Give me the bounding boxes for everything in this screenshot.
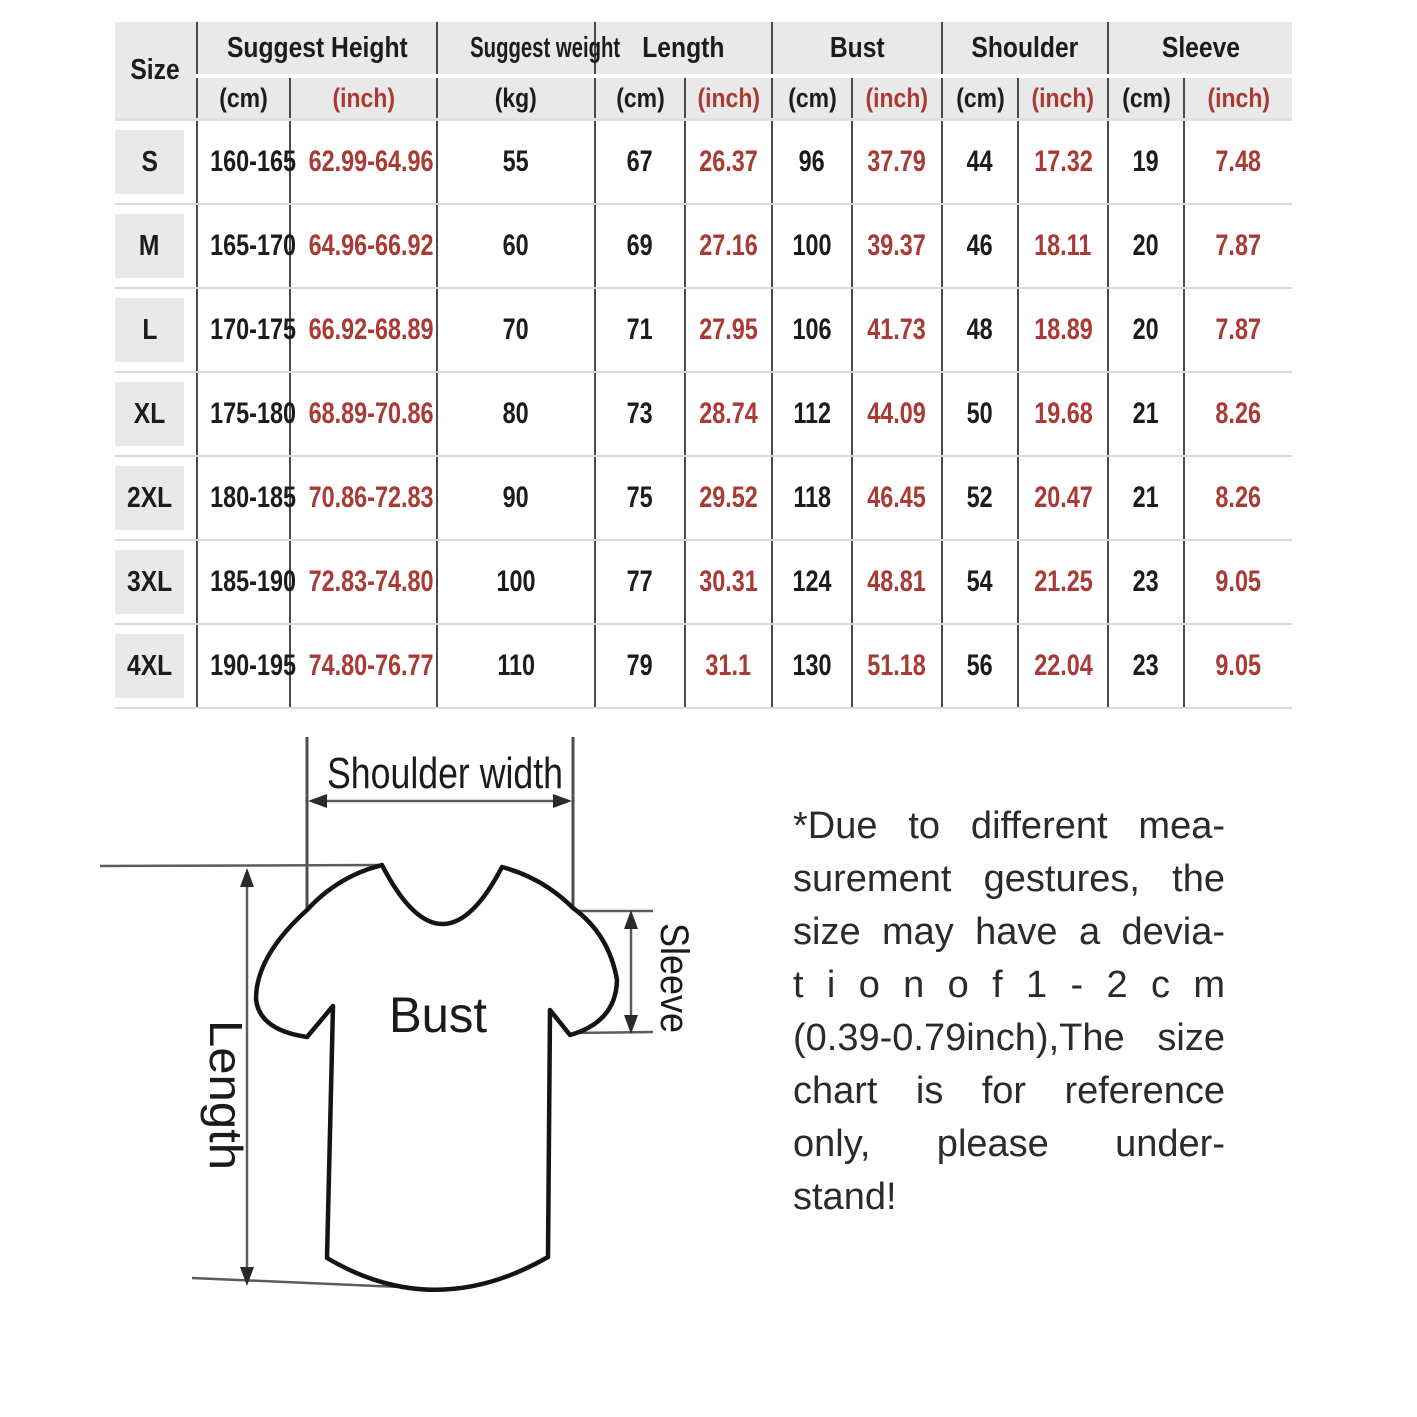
col-size: Size — [115, 22, 197, 120]
cell-shoulder_cm: 54 — [942, 540, 1018, 624]
cell-shoulder_inch: 18.89 — [1018, 288, 1108, 372]
note-line: chart is for reference — [793, 1070, 1225, 1112]
size-cell — [115, 624, 197, 708]
cell-length_inch: 28.74 — [685, 372, 772, 456]
cell-height_cm: 170-175 — [197, 288, 290, 372]
cell-bust_cm: 130 — [772, 624, 852, 708]
unit-bust-cm: (cm) — [772, 76, 852, 120]
table-body — [115, 120, 1292, 709]
cell-sleeve_inch: 7.48 — [1184, 120, 1292, 205]
cell-length_cm: 75 — [595, 456, 685, 540]
shoulder-arrowhead-left — [308, 794, 327, 808]
cell-height_cm: 185-190 — [197, 540, 290, 624]
note-line: size may have a devia- — [793, 911, 1225, 953]
size-label: 2XL — [115, 466, 184, 530]
size-cell — [115, 288, 197, 372]
cell-sleeve_cm: 19 — [1108, 120, 1184, 205]
cell-bust_cm: 124 — [772, 540, 852, 624]
cell-sleeve_inch: 8.26 — [1184, 456, 1292, 540]
cell-weight_kg: 60 — [437, 204, 595, 288]
cell-weight_kg: 80 — [437, 372, 595, 456]
cell-height_cm: 165-170 — [197, 204, 290, 288]
size-cell — [115, 372, 197, 456]
note-line: t i o n o f 1 - 2 c m — [793, 964, 1225, 1006]
cell-shoulder_inch: 21.25 — [1018, 540, 1108, 624]
bust-label: Bust — [389, 987, 488, 1043]
cell-bust_cm: 106 — [772, 288, 852, 372]
cell-shoulder_inch: 20.47 — [1018, 456, 1108, 540]
size-label: XL — [115, 382, 184, 446]
cell-bust_cm: 112 — [772, 372, 852, 456]
note-line: surement gestures, the — [793, 858, 1225, 900]
cell-weight_kg: 70 — [437, 288, 595, 372]
cell-weight_kg: 110 — [437, 624, 595, 708]
cell-sleeve_cm: 20 — [1108, 204, 1184, 288]
unit-shoulder-cm: (cm) — [942, 76, 1018, 120]
cell-length_inch: 31.1 — [685, 624, 772, 708]
note-line: only, please under- — [793, 1123, 1225, 1165]
col-bust: Bust — [772, 22, 942, 76]
unit-header-row — [115, 76, 1292, 120]
cell-length_inch: 29.52 — [685, 456, 772, 540]
length-top-ref-line — [100, 865, 380, 866]
note-line: *Due to different mea- — [793, 805, 1225, 847]
cell-height_cm: 180-185 — [197, 456, 290, 540]
unit-weight-kg: (kg) — [437, 76, 595, 120]
size-label: M — [115, 214, 184, 278]
cell-bust_inch: 41.73 — [852, 288, 942, 372]
cell-length_inch: 27.95 — [685, 288, 772, 372]
cell-shoulder_cm: 56 — [942, 624, 1018, 708]
cell-length_inch: 27.16 — [685, 204, 772, 288]
col-length: Length — [595, 22, 772, 76]
cell-height_cm: 190-195 — [197, 624, 290, 708]
cell-sleeve_cm: 21 — [1108, 372, 1184, 456]
cell-height_inch: 64.96-66.92 — [290, 204, 437, 288]
cell-sleeve_inch: 7.87 — [1184, 204, 1292, 288]
cell-bust_cm: 96 — [772, 120, 852, 205]
cell-height_inch: 66.92-68.89 — [290, 288, 437, 372]
cell-bust_inch: 39.37 — [852, 204, 942, 288]
cell-height_cm: 160-165 — [197, 120, 290, 205]
length-label: Length — [200, 1020, 252, 1161]
unit-length-cm: (cm) — [595, 76, 685, 120]
measurement-note — [793, 800, 1225, 1224]
table-row — [115, 120, 1292, 205]
cell-length_cm: 71 — [595, 288, 685, 372]
cell-height_inch: 74.80-76.77 — [290, 624, 437, 708]
length-arrowhead-bottom — [240, 1267, 254, 1286]
cell-weight_kg: 100 — [437, 540, 595, 624]
cell-shoulder_cm: 44 — [942, 120, 1018, 205]
cell-height_inch: 70.86-72.83 — [290, 456, 437, 540]
table-row — [115, 624, 1292, 708]
cell-height_inch: 68.89-70.86 — [290, 372, 437, 456]
col-suggest-height: Suggest Height — [197, 22, 437, 76]
cell-sleeve_inch: 8.26 — [1184, 372, 1292, 456]
cell-length_cm: 67 — [595, 120, 685, 205]
cell-sleeve_inch: 7.87 — [1184, 288, 1292, 372]
cell-shoulder_inch: 22.04 — [1018, 624, 1108, 708]
cell-shoulder_cm: 46 — [942, 204, 1018, 288]
note-line: (0.39-0.79inch),The size — [793, 1017, 1225, 1059]
note-line: stand! — [793, 1176, 897, 1218]
unit-shoulder-inch: (inch) — [1018, 76, 1108, 120]
sleeve-arrowhead-top — [624, 910, 638, 929]
cell-length_cm: 69 — [595, 204, 685, 288]
cell-length_cm: 73 — [595, 372, 685, 456]
unit-bust-inch: (inch) — [852, 76, 942, 120]
size-table — [115, 22, 1292, 709]
size-cell — [115, 204, 197, 288]
size-cell — [115, 456, 197, 540]
col-shoulder: Shoulder — [942, 22, 1108, 76]
cell-bust_cm: 100 — [772, 204, 852, 288]
cell-shoulder_inch: 19.68 — [1018, 372, 1108, 456]
unit-length-inch: (inch) — [685, 76, 772, 120]
size-cell — [115, 120, 197, 205]
cell-sleeve_inch: 9.05 — [1184, 624, 1292, 708]
unit-sleeve-inch: (inch) — [1184, 76, 1292, 120]
cell-height_inch: 62.99-64.96 — [290, 120, 437, 205]
cell-height_inch: 72.83-74.80 — [290, 540, 437, 624]
cell-shoulder_cm: 52 — [942, 456, 1018, 540]
table-row — [115, 456, 1292, 540]
size-label: 3XL — [115, 550, 184, 614]
table-row — [115, 372, 1292, 456]
cell-length_inch: 30.31 — [685, 540, 772, 624]
cell-shoulder_cm: 48 — [942, 288, 1018, 372]
cell-bust_inch: 44.09 — [852, 372, 942, 456]
group-header-row — [115, 22, 1292, 76]
cell-length_inch: 26.37 — [685, 120, 772, 205]
cell-length_cm: 77 — [595, 540, 685, 624]
tshirt-diagram — [100, 710, 800, 1350]
size-label: 4XL — [115, 634, 184, 698]
col-suggest-weight: Suggest weight — [437, 22, 595, 76]
cell-sleeve_cm: 23 — [1108, 540, 1184, 624]
cell-bust_inch: 51.18 — [852, 624, 942, 708]
table-row — [115, 288, 1292, 372]
size-cell — [115, 540, 197, 624]
cell-sleeve_cm: 20 — [1108, 288, 1184, 372]
cell-sleeve_cm: 21 — [1108, 456, 1184, 540]
size-label: L — [115, 298, 184, 362]
table-header — [115, 22, 1292, 120]
length-arrowhead-top — [240, 868, 254, 887]
cell-weight_kg: 55 — [437, 120, 595, 205]
size-label: S — [115, 130, 184, 194]
cell-shoulder_inch: 18.11 — [1018, 204, 1108, 288]
col-sleeve: Sleeve — [1108, 22, 1292, 76]
cell-sleeve_inch: 9.05 — [1184, 540, 1292, 624]
cell-sleeve_cm: 23 — [1108, 624, 1184, 708]
cell-length_cm: 79 — [595, 624, 685, 708]
unit-height-inch: (inch) — [290, 76, 437, 120]
tshirt-outline — [256, 865, 617, 1290]
cell-bust_inch: 46.45 — [852, 456, 942, 540]
cell-shoulder_cm: 50 — [942, 372, 1018, 456]
cell-bust_cm: 118 — [772, 456, 852, 540]
cell-height_cm: 175-180 — [197, 372, 290, 456]
cell-shoulder_inch: 17.32 — [1018, 120, 1108, 205]
cell-weight_kg: 90 — [437, 456, 595, 540]
table-row — [115, 204, 1292, 288]
table-row — [115, 540, 1292, 624]
shoulder-width-label: Shoulder width — [327, 749, 563, 798]
sleeve-label: Sleeve — [652, 923, 696, 1046]
cell-bust_inch: 37.79 — [852, 120, 942, 205]
unit-height-cm: (cm) — [197, 76, 290, 120]
cell-bust_inch: 48.81 — [852, 540, 942, 624]
unit-sleeve-cm: (cm) — [1108, 76, 1184, 120]
